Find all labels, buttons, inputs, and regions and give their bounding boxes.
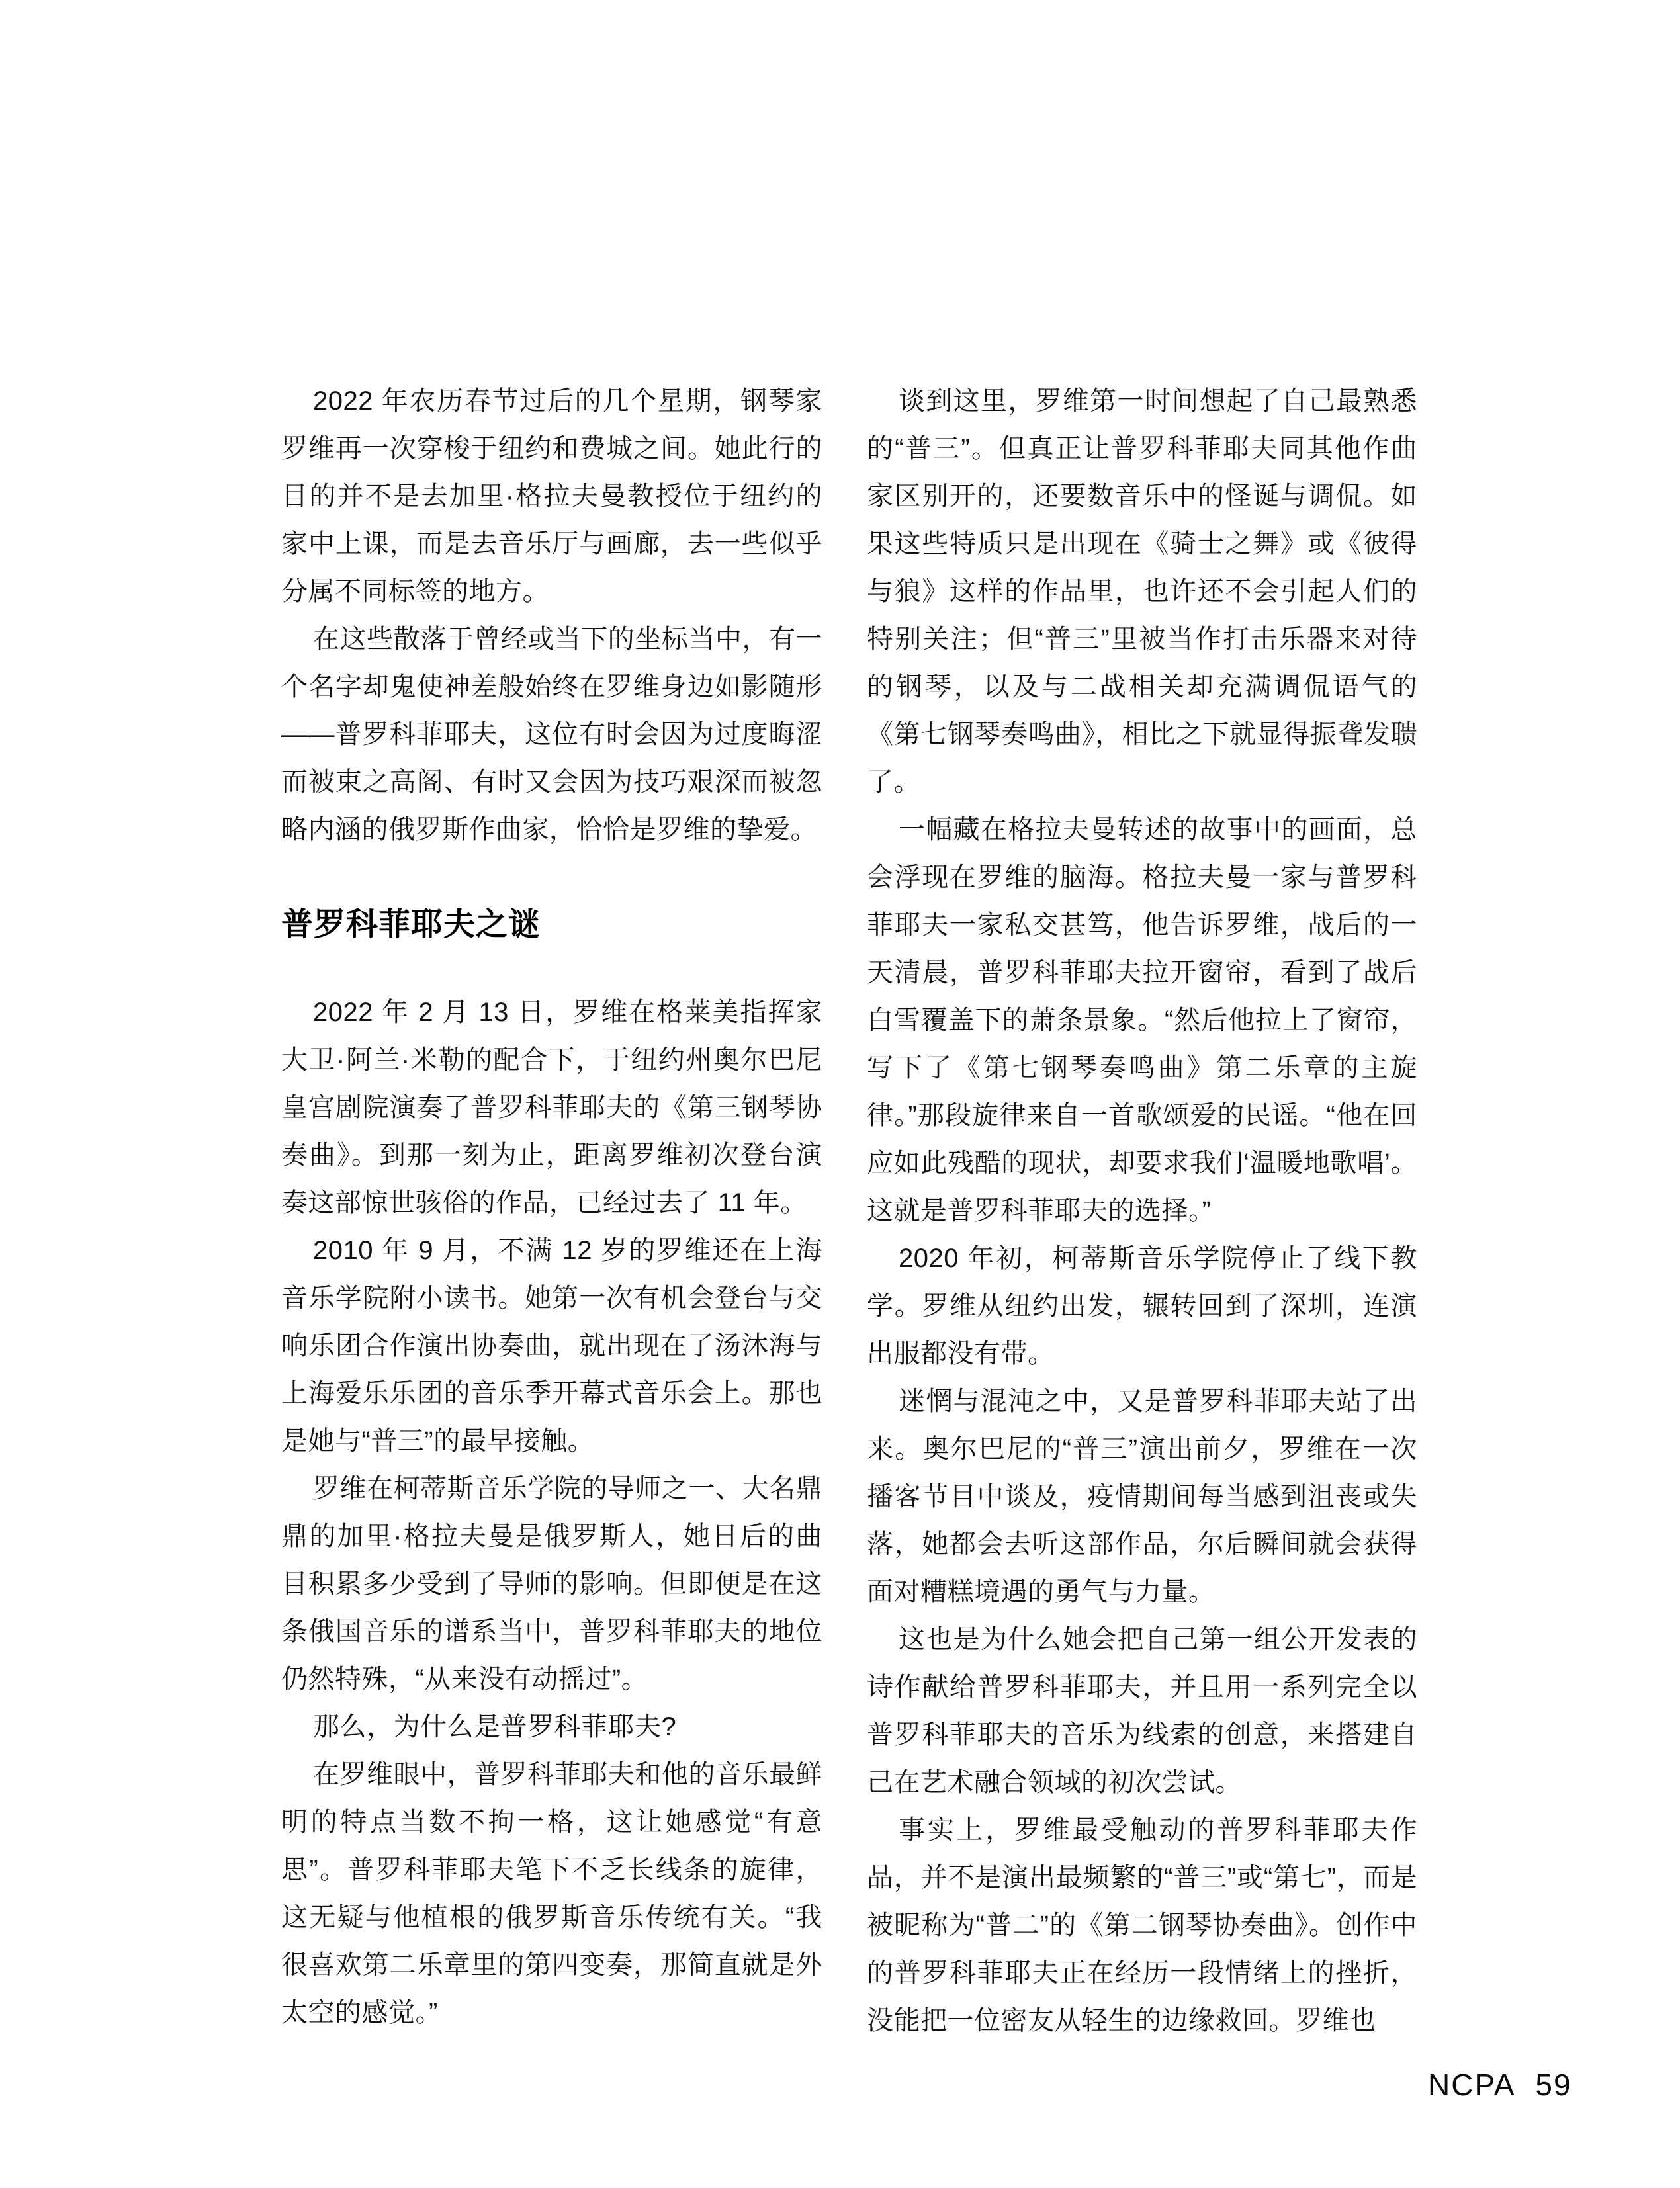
paragraph: 2020 年初，柯蒂斯音乐学院停止了线下教学。罗维从纽约出发，辗转回到了深圳，连演出服都没有带。 — [867, 1244, 1417, 1368]
magazine-brand: NCPA — [1428, 2068, 1516, 2102]
paragraph: 一幅藏在格拉夫曼转述的故事中的画面，总会浮现在罗维的脑海。格拉夫曼一家与普罗科菲耶夫一家私交甚笃，他告诉罗维，战后的一天清晨，普罗科菲耶夫拉开窗帘，看到了战后白雪覆盖下的萧条景象。“然后他拉上了窗帘，写下了《第七钢琴奏鸣曲》第二乐章的主旋律。”那段旋律来自一首歌颂爱的民谣。“他在回应如此残酷的现状，却要求我们‘温暖地歌唱’。这就是普罗科菲耶夫的选择。” — [867, 815, 1417, 1225]
paragraph: 迷惘与混沌之中，又是普罗科菲耶夫站了出来。奥尔巴尼的“普三”演出前夕，罗维在一次播客节目中谈及，疫情期间每当感到沮丧或失落，她都会去听这部作品，尔后瞬间就会获得面对糟糕境遇的勇气与力量。 — [867, 1387, 1417, 1606]
article-left-column — [281, 377, 822, 2036]
paragraph: 2010 年 9 月，不满 12 岁的罗维还在上海音乐学院附小读书。她第一次有机会登台与交响乐团合作演出协奏曲，就出现在了汤沐海与上海爱乐乐团的音乐季开幕式音乐会上。那也是她与“普三”的最早接触。 — [281, 1236, 822, 1456]
paragraph: 在这些散落于曾经或当下的坐标当中，有一个名字却鬼使神差般始终在罗维身边如影随形——普罗科菲耶夫，这位有时会因为过度晦涩而被束之高阁、有时又会因为技巧艰深而被忽略内涵的俄罗斯作曲家，恰恰是罗维的挚爱。 — [281, 625, 822, 844]
paragraph: 在罗维眼中，普罗科菲耶夫和他的音乐最鲜明的特点当数不拘一格，这让她感觉“有意思”。普罗科菲耶夫笔下不乏长线条的旋律，这无疑与他植根的俄罗斯音乐传统有关。“我很喜欢第二乐章里的第四变奏，那简直就是外太空的感觉。” — [281, 1760, 822, 2027]
paragraph: 2022 年农历春节过后的几个星期，钢琴家罗维再一次穿梭于纽约和费城之间。她此行的目的并不是去加里·格拉夫曼教授位于纽约的家中上课，而是去音乐厅与画廊，去一些似乎分属不同标签的地方。 — [281, 386, 822, 606]
article-right-column — [867, 377, 1417, 2044]
paragraph: 罗维在柯蒂斯音乐学院的导师之一、大名鼎鼎的加里·格拉夫曼是俄罗斯人，她日后的曲目积累多少受到了导师的影响。但即便是在这条俄国音乐的谱系当中，普罗科菲耶夫的地位仍然特殊，“从来没有动摇过”。 — [281, 1474, 822, 1694]
paragraph: 事实上，罗维最受触动的普罗科菲耶夫作品，并不是演出最频繁的“普三”或“第七”，而是被昵称为“普二”的《第二钢琴协奏曲》。创作中的普罗科菲耶夫正在经历一段情绪上的挫折，没能把一位密友从轻生的边缘救回。罗维也 — [867, 1816, 1417, 2035]
paragraph: 那么，为什么是普罗科菲耶夫? — [313, 1712, 677, 1741]
paragraph: 2022 年 2 月 13 日，罗维在格莱美指挥家大卫·阿兰·米勒的配合下，于纽约州奥尔巴尼皇宫剧院演奏了普罗科菲耶夫的《第三钢琴协奏曲》。到那一刻为止，距离罗维初次登台演奏这部惊世骇俗的作品，已经过去了 11 年。 — [281, 998, 822, 1217]
page-number: 59 — [1535, 2068, 1572, 2102]
section-heading: 普罗科菲耶夫之谜 — [281, 907, 541, 942]
page-footer — [1428, 2068, 1572, 2101]
paragraph: 谈到这里，罗维第一时间想起了自己最熟悉的“普三”。但真正让普罗科菲耶夫同其他作曲家区别开的，还要数音乐中的怪诞与调侃。如果这些特质只是出现在《骑士之舞》或《彼得与狼》这样的作品里，也许还不会引起人们的特别关注；但“普三”里被当作打击乐器来对待的钢琴，以及与二战相关却充满调侃语气的《第七钢琴奏鸣曲》，相比之下就显得振聋发聩了。 — [867, 386, 1417, 797]
paragraph: 这也是为什么她会把自己第一组公开发表的诗作献给普罗科菲耶夫，并且用一系列完全以普罗科菲耶夫的音乐为线索的创意，来搭建自己在艺术融合领域的初次尝试。 — [867, 1625, 1417, 1797]
